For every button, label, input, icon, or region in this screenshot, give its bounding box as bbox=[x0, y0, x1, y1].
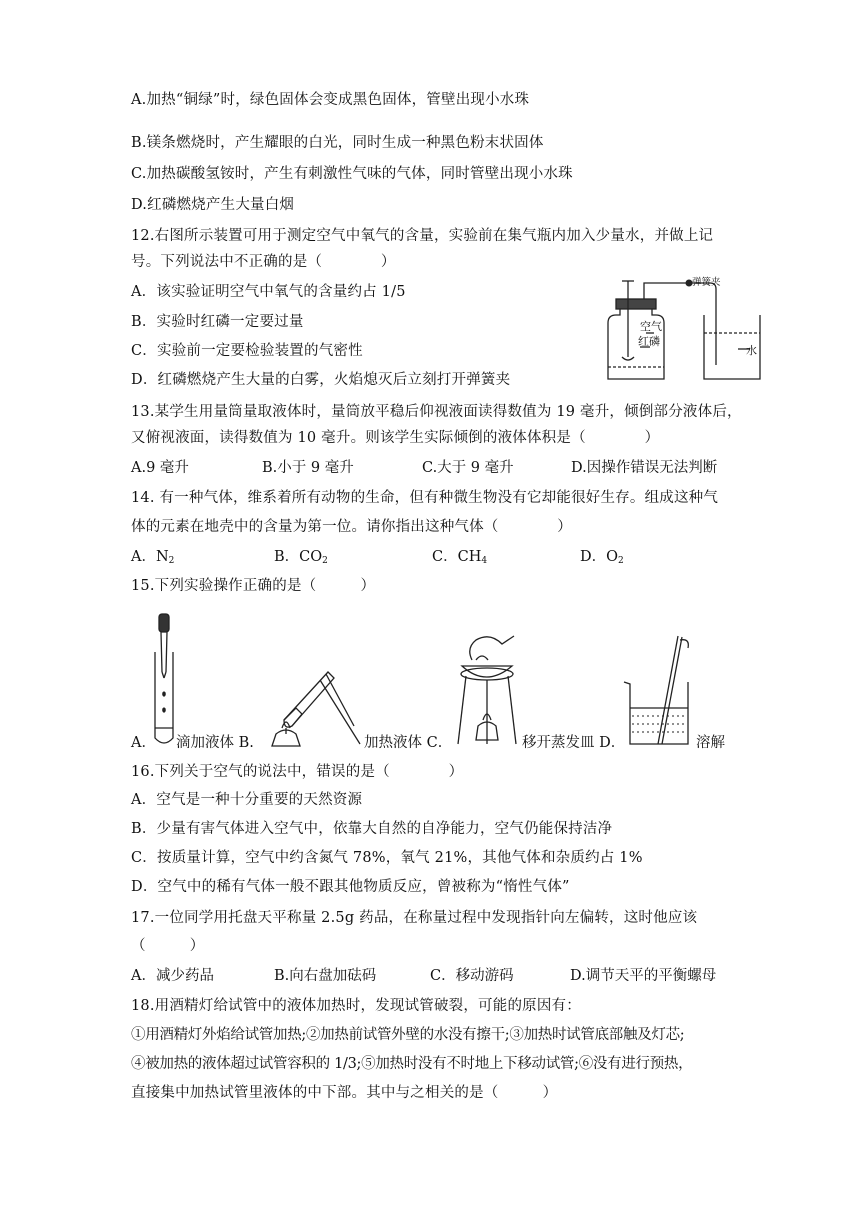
q16-option-a: A．空气是一种十分重要的天然资源 bbox=[131, 792, 363, 808]
q14-stem-line2: 体的元素在地壳中的含量为第一位。请你指出这种气体（ ） bbox=[131, 519, 572, 535]
q15-option-c-caption: 移开蒸发皿 D． bbox=[522, 735, 626, 751]
q14-option-c: C．$CH_4$ bbox=[432, 549, 488, 566]
q16-option-b: B．少量有害气体进入空气中，依靠大自然的自净能力，空气仍能保持洁净 bbox=[131, 821, 613, 837]
q18-stem-line3: ④被加热的液体超过试管容积的 1/3;⑤加热时没有不时地上下移动试管;⑥没有进行预热， bbox=[131, 1056, 693, 1072]
q15-option-a-letter: A． bbox=[131, 735, 156, 751]
q14-stem-line1: 14. 有一种气体，维系着所有动物的生命，但有种微生物没有它却能很好生存。组成这种气 bbox=[131, 490, 719, 506]
q18-stem-line2: ①用酒精灯外焰给试管加热;②加热前试管外壁的水没有擦干;③加热时试管底部触及灯芯; bbox=[131, 1027, 685, 1043]
q18-stem-line4: 直接集中加热试管里液体的中下部。其中与之相关的是（ ） bbox=[131, 1085, 558, 1101]
q12-stem-line2: 号。下列说法中不正确的是（ ） bbox=[131, 254, 396, 270]
q13-stem-line1: 13.某学生用量筒量取液体时，量筒放平稳后仰视液面读得数值为 19 毫升，倾倒部分液体后， bbox=[131, 404, 742, 420]
q15-option-b-caption: 加热液体 C． bbox=[364, 735, 453, 751]
q15-stem: 15.下列实验操作正确的是（ ） bbox=[131, 578, 376, 594]
q12-fig-label-air: 空气 bbox=[640, 320, 662, 333]
q17-option-c: C．移动游码 bbox=[430, 968, 514, 984]
q15-option-d-caption: 溶解 bbox=[696, 735, 725, 751]
q12-fig-label-clamp: 弹簧夹 bbox=[692, 277, 721, 288]
q11-option-a: A.加热“铜绿”时，绿色固体会变成黑色固体，管壁出现小水珠 bbox=[131, 92, 530, 108]
q12-option-c: C．实验前一定要检验装置的气密性 bbox=[131, 343, 363, 359]
q17-option-a: A．减少药品 bbox=[131, 968, 214, 984]
q14-option-d: D．$O_2$ bbox=[580, 549, 624, 566]
q12-fig-label-phosphorus: 红磷 bbox=[638, 335, 660, 348]
q15-option-a-caption: 滴加液体 B. bbox=[176, 735, 254, 751]
q16-option-c: C．按质量计算，空气中约含氮气 78%，氧气 21%，其他气体和杂质约占 1% bbox=[131, 850, 643, 866]
q12-fig-label-water: 水 bbox=[746, 344, 757, 357]
q13-option-c: C.大于 9 毫升 bbox=[422, 460, 514, 476]
q14-option-b: B．$CO_2$ bbox=[274, 549, 328, 566]
q16-stem: 16.下列关于空气的说法中，错误的是（ ） bbox=[131, 764, 464, 780]
q16-option-d: D．空气中的稀有气体一般不跟其他物质反应，曾被称为“惰性气体” bbox=[131, 879, 570, 895]
q11-option-c: C.加热碳酸氢铵时，产生有刺激性气味的气体，同时管壁出现小水珠 bbox=[131, 166, 573, 182]
q17-option-b: B.向右盘加砝码 bbox=[274, 968, 377, 984]
q13-option-d: D.因操作错误无法判断 bbox=[571, 460, 718, 476]
q17-stem-line2: （ ） bbox=[131, 938, 205, 954]
q15-figure-b-heating-liquid bbox=[262, 650, 362, 750]
q12-option-b: B．实验时红磷一定要过量 bbox=[131, 314, 304, 330]
q12-apparatus-figure bbox=[600, 275, 770, 387]
q15-figure-a-dropping-liquid bbox=[150, 612, 180, 750]
q13-option-a: A.9 毫升 bbox=[131, 460, 189, 476]
q17-stem-line1: 17.一位同学用托盘天平称量 2.5g 药品，在称量过程中发现指针向左偏转，这时他应该 bbox=[131, 910, 698, 926]
q18-stem-line1: 18.用酒精灯给试管中的液体加热时，发现试管破裂，可能的原因有： bbox=[131, 998, 581, 1014]
q15-figure-d-dissolving bbox=[622, 632, 694, 750]
q12-option-d: D．红磷燃烧产生大量的白雾，火焰熄灭后立刻打开弹簧夹 bbox=[131, 372, 511, 388]
q13-stem-line2: 又俯视液面，读得数值为 10 毫升。则该学生实际倾倒的液体体积是（ ） bbox=[131, 430, 660, 446]
q12-stem-line1: 12.右图所示装置可用于测定空气中氧气的含量，实验前在集气瓶内加入少量水，并做上记 bbox=[131, 228, 714, 244]
q12-option-a: A．该实验证明空气中氧气的含量约占 1/5 bbox=[131, 284, 406, 300]
q11-option-d: D.红磷燃烧产生大量白烟 bbox=[131, 197, 295, 213]
q14-option-a: A．$N_2$ bbox=[131, 549, 175, 566]
q15-figure-c-moving-evaporating-dish bbox=[452, 630, 522, 750]
q17-option-d: D.调节天平的平衡螺母 bbox=[570, 968, 717, 984]
q11-option-b: B.镁条燃烧时，产生耀眼的白光，同时生成一种黑色粉末状固体 bbox=[131, 135, 544, 151]
q13-option-b: B.小于 9 毫升 bbox=[262, 460, 354, 476]
